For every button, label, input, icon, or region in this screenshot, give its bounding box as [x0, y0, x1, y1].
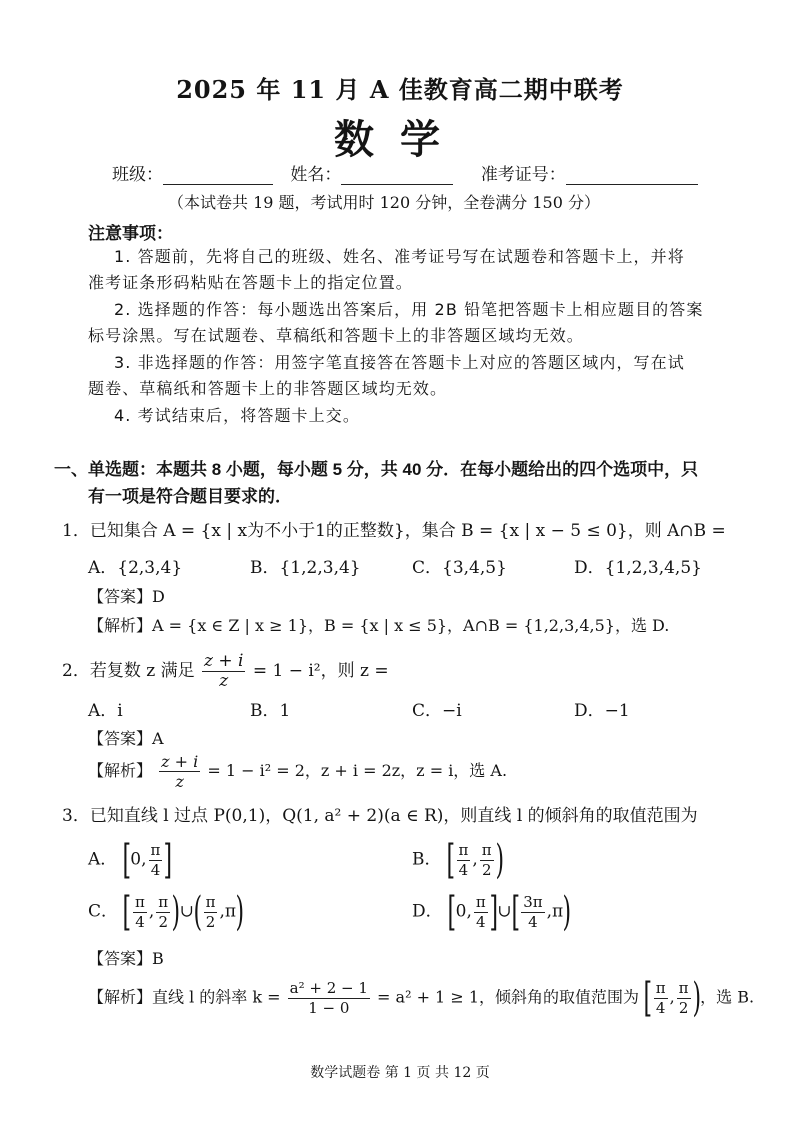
frac-num: π	[655, 978, 666, 997]
notice-item-1-cont: 准考证条形码粘贴在答题卡上的指定位置。	[88, 273, 413, 292]
q3-option-d	[412, 889, 572, 935]
q2-answer: 【答案】A	[88, 729, 164, 748]
bracket-right: ]	[163, 837, 173, 883]
frac-den: 2	[158, 912, 168, 931]
q3-analysis-frac2	[677, 979, 691, 1018]
frac-num: π	[678, 978, 689, 997]
subject-title: 数学	[334, 117, 466, 163]
paren-right: )	[235, 889, 245, 935]
frac-den: 2	[205, 912, 216, 931]
q1-option-c: C．{3,4,5}	[412, 558, 507, 578]
q3-analysis-frac1	[654, 979, 668, 1018]
q3-answer: 【答案】B	[88, 949, 164, 968]
frac-num: a² + 2 − 1	[289, 978, 368, 997]
frac-den: 1 − 0	[308, 998, 350, 1017]
q3-d-frac1	[474, 893, 488, 932]
bracket-left: [	[511, 889, 520, 935]
q2-analysis	[88, 752, 507, 791]
bracket-left: [	[122, 837, 131, 883]
q2-option-c: C．−i	[412, 701, 462, 721]
bracket-left: [	[447, 889, 457, 935]
id-blank	[566, 166, 698, 185]
q2-frac-den: z	[219, 671, 229, 691]
section-heading: 一、单选题：本题共 8 小题，每小题 5 分，共 40 分．在每小题给出的四个选项中，只	[54, 460, 699, 479]
frac-den: 4	[135, 912, 145, 931]
q3-a-left: 0,	[130, 849, 147, 870]
q1-option-b: B．{1,2,3,4}	[250, 558, 361, 578]
q3-option-c-label: C．	[88, 901, 119, 922]
q2-analysis-rest: = 1 − i² = 2，z + i = 2z，z = i，选 A.	[207, 761, 508, 780]
frac-num: π	[481, 840, 492, 859]
q3-slope-frac	[288, 979, 370, 1018]
q3-d-frac2	[521, 893, 544, 932]
frac-den: 4	[655, 998, 666, 1017]
q1-option-d: D．{1,2,3,4,5}	[574, 558, 702, 578]
notice-item-3-cont: 题卷、草稿纸和答题卡上的非答题区域均无效。	[88, 379, 448, 398]
frac-num: π	[475, 892, 486, 911]
frac-den: 4	[476, 912, 486, 931]
frac-num: 3π	[523, 892, 543, 911]
frac-num: π	[135, 892, 145, 911]
paren-left: (	[193, 889, 203, 935]
paren-right: )	[692, 975, 701, 1021]
bracket-left: [	[122, 889, 132, 935]
frac-den: 2	[678, 998, 689, 1017]
q2-analysis-label: 【解析】	[88, 761, 153, 780]
q2-analysis-fraction	[159, 752, 200, 791]
q1-stem: 1．已知集合 A = {x | x为不小于1的正整数}，集合 B = {x | x − 5 ≤ 0}，则 A∩B =	[62, 521, 726, 541]
q2-analysis-frac-den: z	[175, 772, 184, 791]
q2-stem-b: = 1 − i²，则 z =	[252, 661, 389, 681]
id-label: 准考证号：	[480, 165, 566, 185]
q3-b-frac1	[457, 841, 471, 880]
q2-stem	[62, 652, 389, 691]
notice-heading: 注意事项：	[88, 224, 173, 244]
q1-analysis: 【解析】A = {x ∈ Z | x ≥ 1}，B = {x | x ≤ 5}，A∩B = {1,2,3,4,5}，选 D.	[88, 616, 670, 635]
q3-stem: 3．已知直线 l 过点 P(0,1)，Q(1, a² + 2)(a ∈ R)，则直线 l 的倾斜角的取值范围为	[62, 806, 698, 826]
q2-option-d: D．−1	[574, 701, 630, 721]
q3-c-frac2	[156, 893, 170, 932]
q3-c-end: ,π	[219, 901, 237, 922]
frac-den: 2	[481, 860, 492, 879]
q3-d-end: ,π	[546, 901, 564, 922]
name-label: 姓名：	[290, 165, 342, 185]
bracket-left: [	[643, 975, 653, 1021]
q2-analysis-frac-num: z + i	[161, 752, 199, 771]
q3-analysis-b: = a² + 1 ≥ 1，倾斜角的取值范围为	[377, 987, 639, 1007]
frac-num: π	[158, 892, 169, 911]
notice-item-2: 2. 选择题的作答：每小题选出答案后，用 2B 铅笔把答题卡上相应题目的答案	[114, 300, 704, 319]
q3-c-frac3	[204, 893, 218, 932]
paren-right: )	[495, 837, 504, 883]
q2-option-b: B．1	[250, 701, 291, 721]
q3-option-a	[88, 837, 173, 883]
q3-a-frac	[149, 841, 163, 880]
q2-option-a: A．i	[88, 701, 123, 721]
class-blank	[163, 166, 273, 185]
notice-item-1: 1. 答题前，先将自己的班级、姓名、准考证号写在试题卷和答题卡上，并将	[114, 247, 685, 266]
notice-item-3: 3. 非选择题的作答：用签字笔直接答在答题卡上对应的答题区域内，写在试	[114, 353, 685, 372]
student-info-line	[112, 160, 698, 185]
q3-analysis-c: ，选 B.	[700, 987, 755, 1007]
q1-answer: 【答案】D	[88, 587, 165, 606]
page-footer: 数学试题卷 第 1 页 共 12 页	[310, 1065, 490, 1081]
section-heading-cont: 有一项是符合题目要求的．	[88, 487, 292, 506]
frac-den: 4	[150, 860, 161, 879]
union-symbol: ∪	[497, 901, 512, 922]
q2-fraction	[202, 652, 245, 691]
frac-den: 4	[528, 912, 538, 931]
q3-b-frac2	[480, 841, 494, 880]
q3-option-d-label: D．	[412, 901, 443, 922]
q3-option-a-label: A．	[88, 849, 118, 870]
exam-scope: （本试卷共 19 题，考试用时 120 分钟，全卷满分 150 分）	[168, 193, 600, 212]
q3-option-b-label: B．	[412, 849, 442, 870]
class-label: 班级：	[112, 165, 163, 185]
frac-num: π	[205, 892, 216, 911]
q3-d-left: 0,	[455, 901, 472, 922]
q2-stem-a: 2．若复数 z 满足	[62, 661, 195, 681]
bracket-left: [	[446, 837, 456, 883]
notice-item-4: 4. 考试结束后，将答题卡上交。	[114, 406, 360, 425]
q3-analysis-a: 【解析】直线 l 的斜率 k =	[88, 987, 281, 1007]
bracket-right: ]	[489, 889, 498, 935]
q3-option-c: C． [ $\frac{\pi}{4}$ , $\frac{\pi}{2}$ )∪( $\frac{\pi}{2}$ ,π)	[88, 889, 245, 935]
exam-title: 2025 年 11 月 A 佳教育高二期中联考	[176, 75, 624, 104]
union-symbol: ∪	[179, 901, 195, 922]
q2-frac-num: z + i	[204, 651, 244, 671]
paren-right: )	[171, 889, 181, 935]
notice-item-2-cont: 标号涂黑。写在试题卷、草稿纸和答题卡上的非答题区域均无效。	[88, 326, 584, 345]
q3-c-frac1	[133, 893, 147, 932]
paren-right: )	[562, 889, 572, 935]
frac-num: π	[458, 840, 469, 859]
q3-analysis: 【解析】直线 l 的斜率 k = $\frac{\text{a² + 2 − 1}}{1 - 0}$ = a² + 1 ≥ 1，倾斜角的取值范围为 [ $\frac{\pi}{4}$ , $\frac{\pi}{2}$ )，选 B.	[88, 975, 755, 1021]
frac-den: 4	[458, 860, 469, 879]
q1-option-a: A．{2,3,4}	[88, 558, 183, 578]
q3-option-b: B． [ $\frac{\pi}{4}$ , $\frac{\pi}{2}$ )	[412, 837, 504, 883]
name-blank	[341, 166, 453, 185]
frac-num: π	[150, 840, 161, 859]
